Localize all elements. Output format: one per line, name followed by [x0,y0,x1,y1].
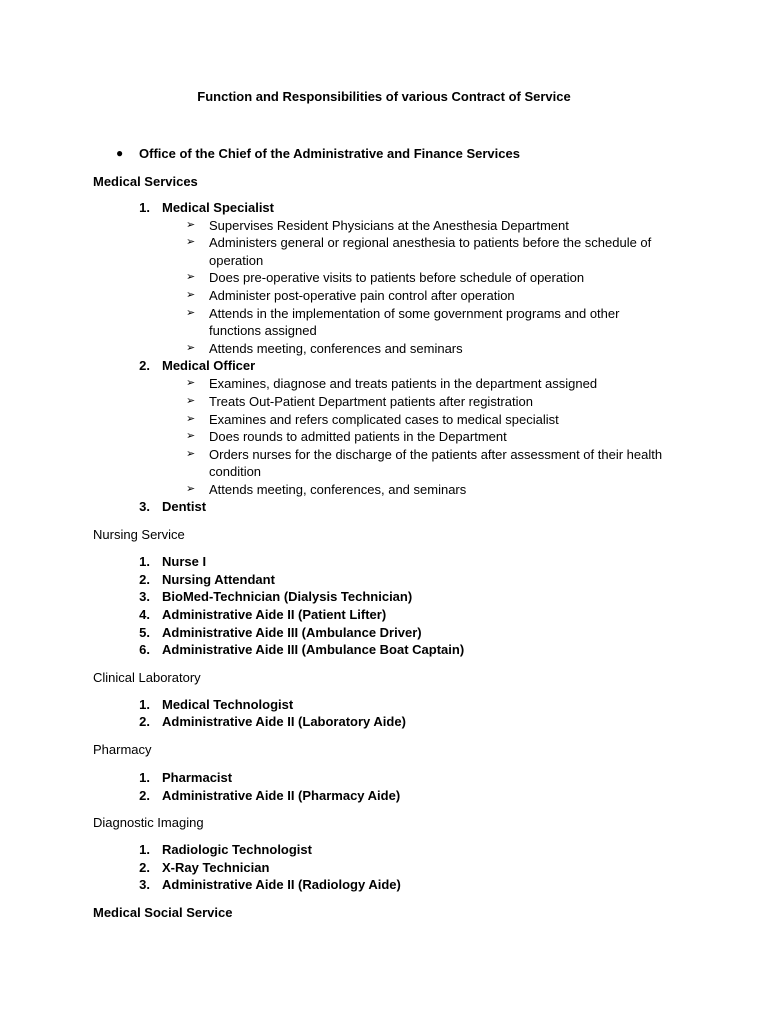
list-number: 1. [139,842,150,857]
list-number: 1. [139,697,150,712]
list-number: 1. [139,770,150,785]
list-number: 6. [139,642,150,657]
bullet-text: Does rounds to admitted patients in the Department [209,429,507,444]
list-item-label: Administrative Aide II (Radiology Aide) [162,877,401,892]
list-item-label: Medical Technologist [162,697,294,712]
bullet-text: Attends meeting, conferences, and seminars [209,482,467,497]
arrow-bullet-icon: ➢ [186,377,196,389]
list-item-label: Dentist [162,499,207,514]
section-heading-diagnostic-imaging: Diagnostic Imaging [93,815,204,830]
list-number: 1. [139,554,150,569]
arrow-bullet-icon: ➢ [186,483,196,495]
list-item-label: BioMed-Technician (Dialysis Technician) [162,589,413,604]
arrow-bullet-icon: ➢ [186,236,196,248]
list-item-label: Medical Officer [162,358,256,373]
list-item-label: Administrative Aide III (Ambulance Boat Captain) [162,642,465,657]
list-number: 5. [139,625,150,640]
arrow-bullet-icon: ➢ [186,448,196,460]
list-item-label: Administrative Aide III (Ambulance Driver) [162,625,422,640]
list-number: 2. [139,714,150,729]
list-number: 3. [139,877,150,892]
bullet-dot: ● [116,146,124,160]
bullet-text: Examines, diagnose and treats patients in the department assigned [209,376,598,391]
bullet-text: Attends meeting, conferences and seminars [209,341,463,356]
list-number: 2. [139,358,150,373]
bullet-text: Treats Out-Patient Department patients after registration [209,394,533,409]
list-item-label: Radiologic Technologist [162,842,312,857]
list-number: 3. [139,589,150,604]
bullet-text-continuation: operation [209,253,264,268]
list-item-label: Administrative Aide II (Patient Lifter) [162,607,387,622]
list-number: 1. [139,200,150,215]
list-item-label: X-Ray Technician [162,860,270,875]
arrow-bullet-icon: ➢ [186,413,196,425]
bullet-text-continuation: condition [209,464,262,479]
bullet-text: Orders nurses for the discharge of the patients after assessment of their health [209,447,663,462]
bullet-text-continuation: functions assigned [209,323,317,338]
section-heading-medical-social-service: Medical Social Service [93,905,233,920]
section-heading-pharmacy: Pharmacy [93,742,152,757]
list-item-label: Nurse I [162,554,207,569]
bullet-text: Administer post-operative pain control after operation [209,288,515,303]
list-item-label: Administrative Aide II (Laboratory Aide) [162,714,406,729]
arrow-bullet-icon: ➢ [186,271,196,283]
list-number: 3. [139,499,150,514]
office-heading: Office of the Chief of the Administrative and Finance Services [139,146,520,161]
list-number: 4. [139,607,150,622]
list-item-label: Administrative Aide II (Pharmacy Aide) [162,788,401,803]
arrow-bullet-icon: ➢ [186,289,196,301]
arrow-bullet-icon: ➢ [186,307,196,319]
list-number: 2. [139,572,150,587]
list-item-label: Medical Specialist [162,200,274,215]
list-item-label: Pharmacist [162,770,233,785]
bullet-text: Does pre-operative visits to patients before schedule of operation [209,270,585,285]
arrow-bullet-icon: ➢ [186,395,196,407]
document-title: Function and Responsibilities of various Contract of Service [197,89,571,104]
bullet-text: Administers general or regional anesthesia to patients before the schedule of [209,235,652,250]
list-item-label: Nursing Attendant [162,572,275,587]
section-heading-nursing-service: Nursing Service [93,527,185,542]
list-number: 2. [139,860,150,875]
bullet-text: Supervises Resident Physicians at the Anesthesia Department [209,218,569,233]
arrow-bullet-icon: ➢ [186,430,196,442]
bullet-text: Examines and refers complicated cases to medical specialist [209,412,559,427]
list-number: 2. [139,788,150,803]
section-heading-medical-services: Medical Services [93,174,198,189]
bullet-text: Attends in the implementation of some government programs and other [209,306,620,321]
arrow-bullet-icon: ➢ [186,219,196,231]
arrow-bullet-icon: ➢ [186,342,196,354]
section-heading-clinical-laboratory: Clinical Laboratory [93,670,201,685]
